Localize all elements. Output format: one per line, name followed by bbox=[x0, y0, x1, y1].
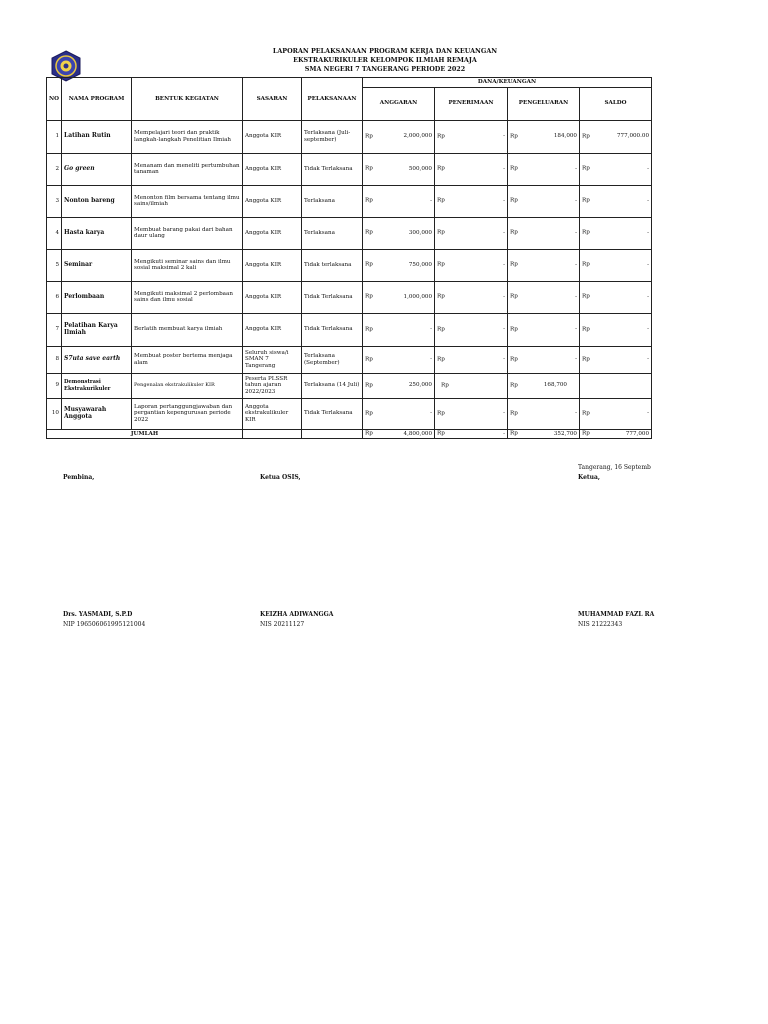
row-bentuk: Mengikuti seminar sains dan ilmu sosial maksimal 2 kali bbox=[132, 249, 243, 281]
row-no: 2 bbox=[47, 153, 62, 185]
table-row bbox=[47, 346, 652, 373]
row-anggaran: Rp 750,000 bbox=[363, 249, 435, 281]
row-penerimaan: Rp - bbox=[435, 120, 508, 153]
col-header-pelaksanaan: PELAKSANAAN bbox=[302, 78, 363, 121]
row-penerimaan: Rp - bbox=[435, 281, 508, 313]
row-penerimaan: Rp - bbox=[435, 249, 508, 281]
col-header-no: NO bbox=[47, 78, 62, 121]
row-no: 8 bbox=[47, 346, 62, 373]
row-penerimaan: Rp - bbox=[435, 153, 508, 185]
row-pelaksanaan: Tidak Terlaksana bbox=[302, 153, 363, 185]
row-sasaran: Anggota KIR bbox=[243, 120, 302, 153]
row-pelaksanaan: Terlaksana (14 Juli) bbox=[302, 373, 363, 398]
table-row bbox=[47, 153, 652, 185]
row-saldo: Rp - bbox=[580, 249, 652, 281]
row-bentuk: Laporan pertanggungjawaban dan pergantian kepengurusan periode 2022 bbox=[132, 398, 243, 429]
row-sasaran: Anggota KIR bbox=[243, 217, 302, 249]
col-header-pengeluaran: PENGELUARAN bbox=[508, 87, 580, 120]
row-pelaksanaan: Tidak Terlaksana bbox=[302, 398, 363, 429]
total-row bbox=[47, 429, 652, 439]
ketua-role: Ketua, bbox=[578, 474, 601, 481]
row-sasaran: Anggota KIR bbox=[243, 153, 302, 185]
col-header-saldo: SALDO bbox=[580, 87, 652, 120]
row-sasaran: Anggota ekstrakulikuler KIR bbox=[243, 398, 302, 429]
row-pelaksanaan: Tidak Terlaksana bbox=[302, 313, 363, 346]
total-pengeluaran: Rp 352,700 bbox=[508, 429, 580, 439]
row-pelaksanaan: Tidak Terlaksana bbox=[302, 281, 363, 313]
total-label: JUMLAH bbox=[47, 429, 243, 439]
row-pengeluaran: Rp - bbox=[508, 217, 580, 249]
osis-name: KEIZHA ADIWANGGA bbox=[260, 611, 334, 618]
row-saldo bbox=[580, 373, 652, 398]
table-row bbox=[47, 398, 652, 429]
row-no: 7 bbox=[47, 313, 62, 346]
row-sasaran: Anggota KIR bbox=[243, 281, 302, 313]
row-anggaran: Rp - bbox=[363, 346, 435, 373]
col-header-nama: NAMA PROGRAM bbox=[62, 78, 132, 121]
col-header-dana: DANA/KEUANGAN bbox=[363, 78, 652, 88]
total-empty bbox=[302, 429, 363, 439]
row-pengeluaran: Rp - bbox=[508, 313, 580, 346]
row-nama: Latihan Rutin bbox=[62, 120, 132, 153]
row-pengeluaran: Rp 168,700 bbox=[508, 373, 580, 398]
row-no: 4 bbox=[47, 217, 62, 249]
row-penerimaan: Rp - bbox=[435, 313, 508, 346]
row-sasaran: Anggota KIR bbox=[243, 313, 302, 346]
row-sasaran: Seluruh siswa/i SMAN 7 Tangerang bbox=[243, 346, 302, 373]
row-nama: Pelatihan Karya Ilmiah bbox=[62, 313, 132, 346]
row-nama: Go green bbox=[62, 153, 132, 185]
row-nama: Nonton bareng bbox=[62, 185, 132, 217]
col-header-anggaran: ANGGARAN bbox=[363, 87, 435, 120]
row-pelaksanaan: Terlaksana bbox=[302, 185, 363, 217]
row-pengeluaran: Rp 184,000 bbox=[508, 120, 580, 153]
header-line-2: EKSTRAKURIKULER KELOMPOK ILMIAH REMAJA bbox=[293, 56, 477, 64]
row-saldo: Rp - bbox=[580, 313, 652, 346]
row-nama: Seminar bbox=[62, 249, 132, 281]
pembina-id: NIP 196506061995121004 bbox=[63, 621, 146, 628]
row-pelaksanaan: Terlaksana (September) bbox=[302, 346, 363, 373]
row-penerimaan: Rp bbox=[435, 373, 508, 398]
row-pelaksanaan: Tidak terlaksana bbox=[302, 249, 363, 281]
place-date: Tangerang, 16 Septemb bbox=[578, 464, 651, 471]
row-nama: Hasta karya bbox=[62, 217, 132, 249]
report-header bbox=[200, 47, 570, 74]
total-anggaran: Rp 4,800,000 bbox=[363, 429, 435, 439]
row-nama: S7uta save earth bbox=[62, 346, 132, 373]
col-header-sasaran: SASARAN bbox=[243, 78, 302, 121]
row-pengeluaran: Rp - bbox=[508, 153, 580, 185]
row-saldo: Rp - bbox=[580, 398, 652, 429]
table-row bbox=[47, 249, 652, 281]
table-row bbox=[47, 120, 652, 153]
row-pelaksanaan: Terlaksana bbox=[302, 217, 363, 249]
row-anggaran: Rp 250,000 bbox=[363, 373, 435, 398]
row-anggaran: Rp - bbox=[363, 185, 435, 217]
row-sasaran: Peserta PLSSR tahun ajaran 2022/2023 bbox=[243, 373, 302, 398]
osis-id: NIS 20211127 bbox=[260, 621, 305, 628]
total-saldo: Rp 777,000 bbox=[580, 429, 652, 439]
row-no: 9 bbox=[47, 373, 62, 398]
table-row bbox=[47, 281, 652, 313]
row-bentuk: Membuat barang pakai dari bahan daur ulang bbox=[132, 217, 243, 249]
pembina-role: Pembina, bbox=[63, 474, 95, 481]
row-penerimaan: Rp - bbox=[435, 185, 508, 217]
total-penerimaan: Rp - bbox=[435, 429, 508, 439]
row-bentuk: Mempelajari teori dan praktik langkah-langkah Penelitian Ilmiah bbox=[132, 120, 243, 153]
row-bentuk: Membuat poster bertema menjaga alam bbox=[132, 346, 243, 373]
row-bentuk: Pengenalan ekstrakulikuler KIR bbox=[132, 373, 243, 398]
row-pengeluaran: Rp - bbox=[508, 398, 580, 429]
row-saldo: Rp 777,000.00 bbox=[580, 120, 652, 153]
table-row bbox=[47, 185, 652, 217]
row-penerimaan: Rp - bbox=[435, 346, 508, 373]
header-line-3: SMA NEGERI 7 TANGERANG PERIODE 2022 bbox=[304, 65, 466, 73]
row-pengeluaran: Rp - bbox=[508, 281, 580, 313]
header-line-1: LAPORAN PELAKSANAAN PROGRAM KERJA DAN KEUANGAN bbox=[272, 47, 498, 55]
total-empty bbox=[243, 429, 302, 439]
row-penerimaan: Rp - bbox=[435, 217, 508, 249]
row-sasaran: Anggota KIR bbox=[243, 185, 302, 217]
row-anggaran: Rp 300,000 bbox=[363, 217, 435, 249]
row-pengeluaran: Rp - bbox=[508, 185, 580, 217]
row-no: 5 bbox=[47, 249, 62, 281]
col-header-penerimaan: PENERIMAAN bbox=[435, 87, 508, 120]
row-no: 6 bbox=[47, 281, 62, 313]
row-nama: Perlombaan bbox=[62, 281, 132, 313]
row-bentuk: Menanam dan meneliti pertumbuhan tanaman bbox=[132, 153, 243, 185]
row-nama: Musyawarah Anggota bbox=[62, 398, 132, 429]
row-anggaran: Rp 1,000,000 bbox=[363, 281, 435, 313]
row-anggaran: Rp - bbox=[363, 398, 435, 429]
program-table bbox=[46, 77, 652, 439]
row-saldo: Rp - bbox=[580, 346, 652, 373]
row-anggaran: Rp 500,000 bbox=[363, 153, 435, 185]
osis-role: Ketua OSIS, bbox=[260, 474, 301, 481]
ketua-name: MUHAMMAD FAZL RA bbox=[578, 611, 655, 618]
ketua-id: NIS 21222343 bbox=[578, 621, 623, 628]
row-no: 1 bbox=[47, 120, 62, 153]
row-anggaran: Rp - bbox=[363, 313, 435, 346]
pembina-name: Drs. YASMADI, S.P.D bbox=[63, 611, 133, 618]
row-sasaran: Anggota KIR bbox=[243, 249, 302, 281]
row-saldo: Rp - bbox=[580, 217, 652, 249]
row-anggaran: Rp 2,000,000 bbox=[363, 120, 435, 153]
row-no: 3 bbox=[47, 185, 62, 217]
row-penerimaan: Rp - bbox=[435, 398, 508, 429]
col-header-bentuk: BENTUK KEGIATAN bbox=[132, 78, 243, 121]
row-pelaksanaan: Terlaksana (Juli-september) bbox=[302, 120, 363, 153]
row-bentuk: Berlatih membuat karya ilmiah bbox=[132, 313, 243, 346]
table-row bbox=[47, 373, 652, 398]
row-bentuk: Menonton film bersama tentang ilmu sains/ilmiah bbox=[132, 185, 243, 217]
row-no: 10 bbox=[47, 398, 62, 429]
table-row bbox=[47, 217, 652, 249]
row-saldo: Rp - bbox=[580, 281, 652, 313]
row-pengeluaran: Rp - bbox=[508, 249, 580, 281]
table-row bbox=[47, 313, 652, 346]
row-bentuk: Mengikuti maksimal 2 perlombaan sains dan ilmu sosial bbox=[132, 281, 243, 313]
row-saldo: Rp - bbox=[580, 153, 652, 185]
row-nama: Demonstrasi Ekstrakurikuler bbox=[62, 373, 132, 398]
row-pengeluaran: Rp - bbox=[508, 346, 580, 373]
row-saldo: Rp - bbox=[580, 185, 652, 217]
